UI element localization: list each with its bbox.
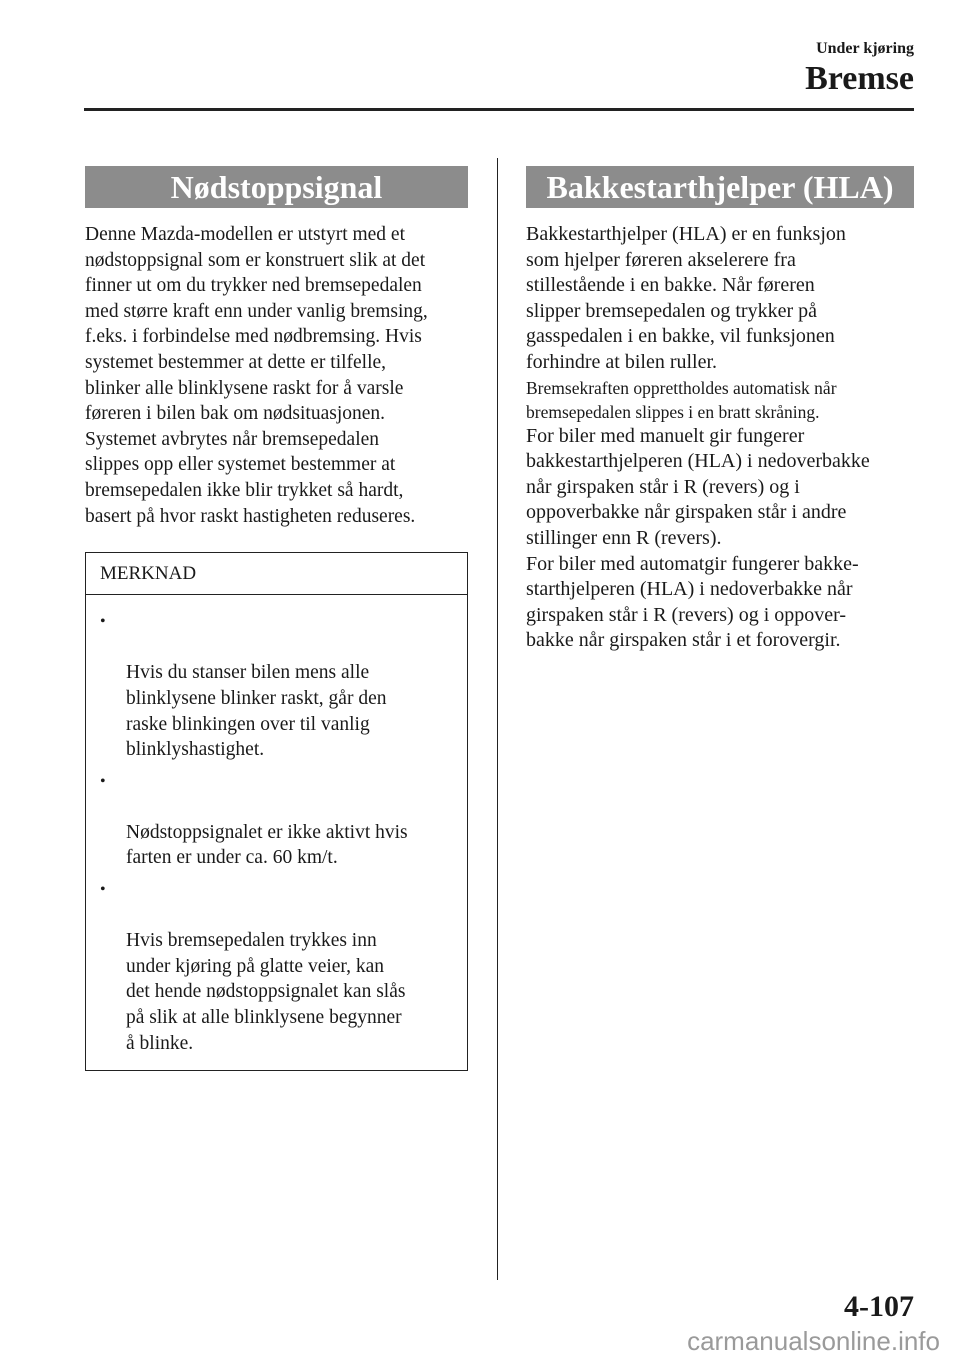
- section-title: Bremse: [805, 60, 914, 97]
- note-item: [100, 769, 449, 871]
- note-title: MERKNAD: [86, 553, 467, 595]
- note-item-text: Nødstoppsignalet er ikke aktivt hvis farten er under ca. 60 km/t.: [126, 821, 408, 869]
- emergency-stop-signal-heading: Nødstoppsignal: [85, 166, 468, 208]
- note-item: [100, 609, 449, 763]
- hla-gear-text: For biler med manuelt gir fungerer bakkestarthjelperen (HLA) i nedoverbakke når girspaken står i R (revers) og i oppoverbakke når girspaken står i andre stillinger enn R (revers). For biler med automatgir fungerer bakke- starthjelperen (HLA) i nedoverbakke når girspaken står i R (revers) og i oppover- bakke når girspaken står i et forovergir.: [526, 424, 870, 652]
- right-column: [526, 166, 914, 654]
- chapter-label: Under kjøring: [816, 40, 914, 57]
- hla-brake-force-text: Bremsekraften opprettholdes automatisk når bremsepedalen slippes i en bratt skråning.: [526, 377, 837, 422]
- bullet-icon: •: [100, 881, 106, 899]
- note-item: [100, 877, 449, 1056]
- page-number: 4-107: [844, 1290, 914, 1323]
- hill-launch-assist-heading: Bakkestarthjelper (HLA): [526, 166, 914, 208]
- note-item-text: Hvis bremsepedalen trykkes inn under kjøring på glatte veier, kan det hende nødstoppsignalet kan slås på slik at alle blinklysene begynner å blinke.: [126, 930, 406, 1054]
- note-item-text: Hvis du stanser bilen mens alle blinklysene blinker raskt, går den raske blinkingen over til vanlig blinklyshastighet.: [126, 662, 387, 761]
- header-divider: [84, 108, 914, 111]
- watermark: carmanualsonline.info: [687, 1326, 940, 1356]
- emergency-stop-signal-text: Denne Mazda-modellen er utstyrt med et nødstoppsignal som er konstruert slik at det finner ut om du trykker ned bremsepedalen med større kraft enn under vanlig bremsing, f.eks. i forbindelse med nødbremsing. Hvis systemet bestemmer at dette er tilfelle, blinker alle blinklysene raskt for å varsle føreren i bilen bak om nødsituasjonen. Systemet avbrytes når bremsepedalen slippes opp eller systemet bestemmer at bremsepedalen ikke blir trykket så hardt, basert på hvor raskt hastigheten reduseres.: [85, 224, 428, 527]
- note-box: [85, 552, 468, 1071]
- column-divider: [497, 158, 498, 1280]
- note-list: [86, 595, 467, 1070]
- bullet-icon: •: [100, 613, 106, 631]
- bullet-icon: •: [100, 772, 106, 790]
- left-column: [85, 166, 468, 1071]
- hla-intro-text: Bakkestarthjelper (HLA) er en funksjon som hjelper føreren akselerere fra stillestående i en bakke. Når føreren slipper bremsepedalen og trykker på gasspedalen i en bakke, vil funksjonen forhindre at bilen ruller.: [526, 223, 846, 373]
